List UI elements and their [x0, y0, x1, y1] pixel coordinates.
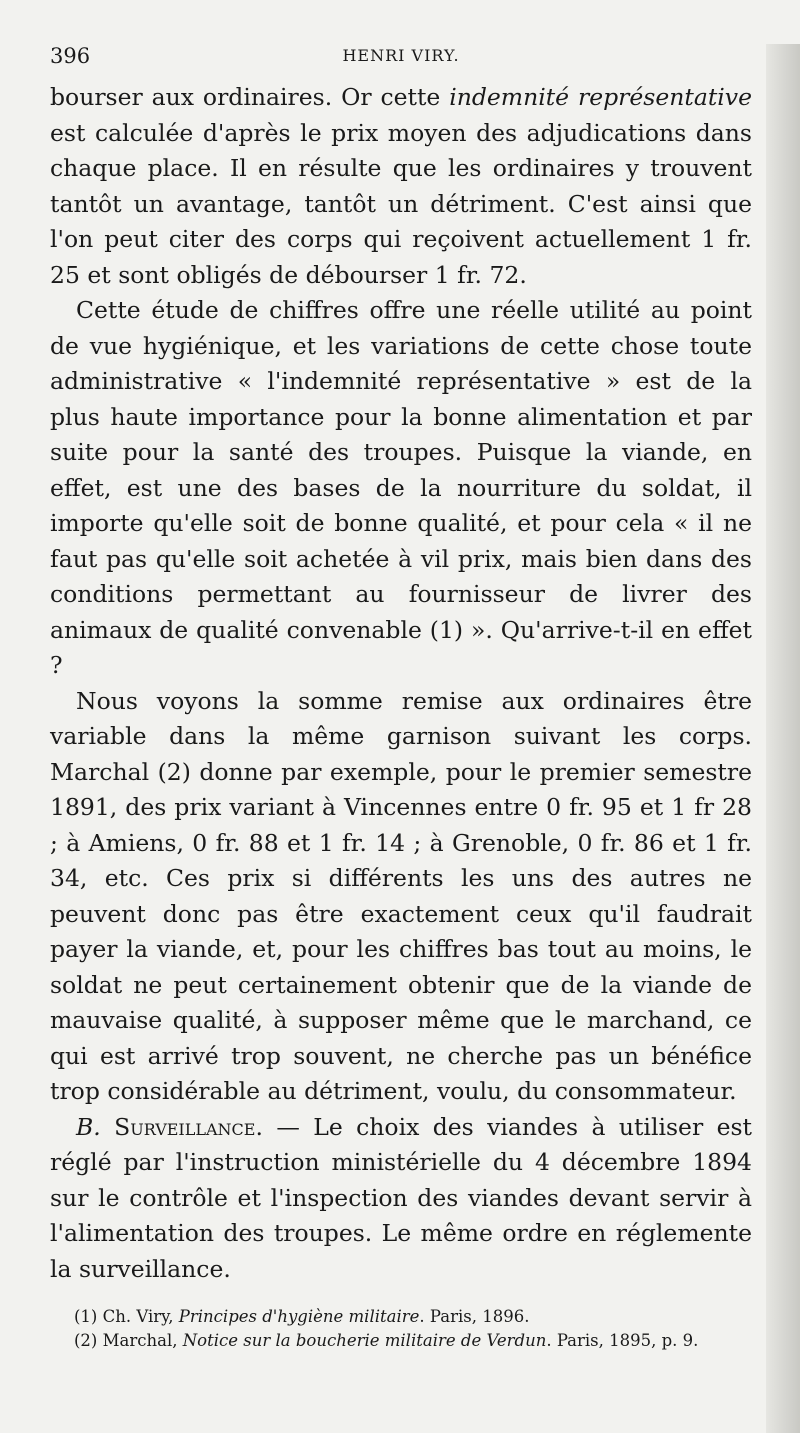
book-page — [0, 44, 800, 1433]
section-heading: Surveillance. — [114, 1112, 263, 1141]
footnote-1 — [50, 1305, 752, 1329]
text-run: bourser aux ordinaires. Or cette — [50, 83, 450, 111]
text-run: est calculée d'après le prix moyen des adjudications dans chaque place. Il en résulte que les ordinaires y trouvent tantôt un avantage, tantôt un détriment. C'est ainsi que l'on peut citer des corps qui reçoivent actuellement 1 fr. 25 et sont obligés de débourser 1 fr. 72. — [50, 118, 752, 289]
footnote-2 — [50, 1329, 752, 1353]
paragraph-2: Cette étude de chiffres offre une réelle utilité au point de vue hygiénique, et les variations de cette chose toute administrative « l'indemnité représentative » est de la plus haute importance pour la bonne alimentation et par suite pour la santé des troupes. Puisque la viande, en effet, est une des bases de la nourriture du soldat, il importe qu'elle soit de bonne qualité, et pour cela « il ne faut pas qu'elle soit achetée à vil prix, mais bien dans des conditions permettant au fournisseur de livrer des animaux de qualité convenable (1) ». Qu'arrive-t-il en effet ? — [50, 296, 752, 679]
footnote-text: (2) Marchal, — [74, 1331, 183, 1350]
footnotes — [50, 1305, 752, 1353]
text-run: — Le choix des viandes à utiliser est réglé par l'instruction ministérielle du 4 décembre 1894 sur le contrôle et l'inspection des viandes devant servir à l'alimentation des troupes. Le même ordre en réglemente la surveillance. — [50, 1112, 752, 1283]
page-header — [50, 44, 752, 74]
body-text — [50, 80, 752, 1287]
footnote-title: Principes d'hygiène militaire — [178, 1307, 420, 1326]
footnote-title: Notice sur la boucherie militaire de Verdun — [182, 1331, 547, 1350]
paragraph-3: Nous voyons la somme remise aux ordinaires être variable dans la même garnison suivant les corps. Marchal (2) donne par exemple, pour le premier semestre 1891, des prix variant à Vincennes entre 0 fr. 95 et 1 fr 28 ; à Amiens, 0 fr. 88 et 1 fr. 14 ; à Grenoble, 0 fr. 86 et 1 fr. 34, etc. Ces prix si différents les uns des autres ne peuvent donc pas être exactement ceux qu'il faudrait payer la viande, et, pour les chiffres bas tout au moins, le soldat ne peut certainement obtenir que de la viande de mauvaise qualité, à supposer même que le marchand, ce qui est arrivé trop souvent, ne cherche pas un bénéfice trop considérable au détriment, voulu, du consommateur. — [50, 686, 752, 1105]
page-number: 396 — [50, 44, 91, 68]
footnote-text: . Paris, 1896. — [419, 1307, 530, 1326]
footnote-text: (1) Ch. Viry, — [74, 1307, 179, 1326]
footnote-text: . Paris, 1895, p. 9. — [546, 1331, 699, 1350]
paragraph-4 — [50, 1110, 752, 1288]
paragraph-1 — [50, 80, 752, 293]
emphasis: indemnité représentative — [449, 83, 752, 111]
section-letter: B. — [76, 1112, 101, 1141]
running-head: HENRI VIRY. — [342, 46, 460, 65]
page-edge-shadow — [766, 44, 800, 1433]
